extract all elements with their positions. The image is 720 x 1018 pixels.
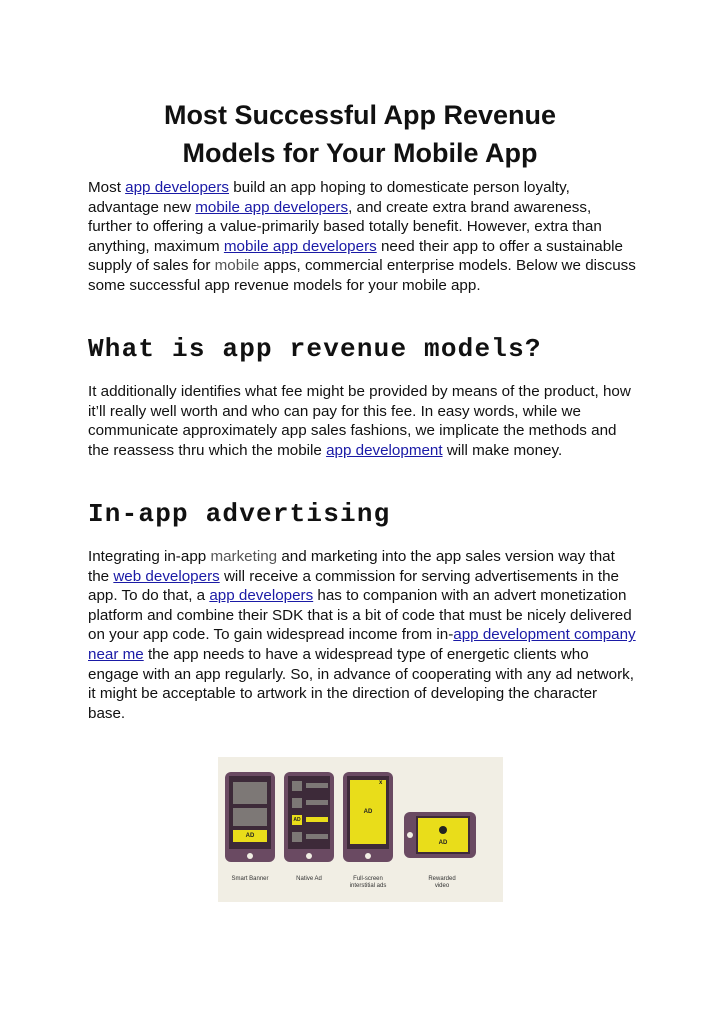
intro-text-1: Most bbox=[88, 179, 126, 196]
caption-interstitial-line-1: Full-screen bbox=[353, 876, 383, 882]
section2-text-3: will receive a commission for serving advertisements in the app. To do that, a bbox=[88, 567, 619, 605]
title-line-2: Models for Your Mobile App bbox=[182, 138, 538, 168]
content-thumb bbox=[292, 798, 302, 808]
link-mobile-app-developers-2[interactable]: mobile app developers bbox=[223, 237, 377, 255]
link-app-development[interactable]: app development bbox=[326, 441, 443, 459]
intro-paragraph bbox=[88, 178, 636, 296]
caption-smart-banner: Smart Banner bbox=[231, 876, 269, 882]
section2-text-4: has to companion with an advert monetization platform and combine their SDK that is a bit of code that must be nicely delivered on your app code. To gain widespread income from in- bbox=[88, 587, 632, 644]
interstitial-ad: AD bbox=[350, 780, 386, 844]
rewarded-video-ad: AD bbox=[418, 818, 468, 852]
native-ad-thumb: AD bbox=[293, 817, 301, 823]
section2-text-5: the app needs to have a widespread type of energetic clients who engage with an app regularly. So, in advance of cooperating with any ad network, it might be acceptable to artwork in the direction of developing the character base. bbox=[88, 645, 634, 722]
section1-paragraph bbox=[88, 382, 636, 460]
phone-home-button bbox=[306, 853, 312, 859]
link-app-developers[interactable]: app developers bbox=[125, 179, 229, 196]
content-thumb bbox=[292, 832, 302, 842]
phone-home-button bbox=[407, 832, 413, 838]
content-line bbox=[306, 834, 328, 839]
phone-home-button bbox=[365, 853, 371, 859]
intro-text-3: , and create extra brand awareness, further to offering a value-primarily based totally benefit. However, extra than anything, maximum bbox=[88, 198, 602, 255]
link-app-development-company-near-me[interactable]: app development company near me bbox=[88, 626, 636, 663]
caption-interstitial-line-2: interstitial ads bbox=[349, 883, 387, 889]
phone-home-button bbox=[247, 853, 253, 859]
caption-rewarded-line-1: Rewarded bbox=[428, 876, 456, 882]
title-line-1: Most Successful App Revenue bbox=[163, 100, 557, 130]
native-ad-line bbox=[306, 817, 328, 822]
content-block bbox=[233, 782, 267, 804]
link-web-developers[interactable]: web developers bbox=[113, 567, 220, 585]
content-thumb bbox=[292, 781, 302, 791]
caption-rewarded-video bbox=[412, 876, 472, 890]
intro-text-4: need their app to offer a sustainable supply of sales for bbox=[88, 237, 624, 275]
link-app-developers-2[interactable]: app developers bbox=[209, 587, 314, 605]
content-line bbox=[306, 800, 328, 805]
caption-native-ad: Native Ad bbox=[296, 876, 322, 882]
section2-text-1: Integrating in-app bbox=[88, 548, 211, 565]
link-mobile-app-developers[interactable]: mobile app developers bbox=[195, 198, 349, 216]
content-line bbox=[306, 783, 328, 788]
caption-rewarded-line-2: video bbox=[434, 883, 450, 889]
section2-marketing-word: marketing bbox=[210, 548, 278, 565]
play-icon[interactable] bbox=[439, 826, 447, 834]
heading-what-is-app-revenue-models: What is app revenue models? bbox=[88, 334, 542, 364]
smart-banner-ad: AD bbox=[233, 830, 267, 842]
heading-in-app-advertising: In-app advertising bbox=[88, 499, 391, 529]
page-title bbox=[88, 96, 632, 172]
intro-mobile-word: mobile bbox=[214, 257, 260, 275]
content-block bbox=[233, 808, 267, 826]
intro-text-5: apps, commercial enterprise models. Below we discuss some successful app revenue models for your mobile app. bbox=[88, 257, 636, 294]
section1-text-2: will make money. bbox=[442, 441, 563, 459]
section1-text-1: It additionally identifies what fee might be provided by means of the product, how it’ll really well worth and who can pay for this fee. In easy words, while we communicate approximately app sales fashions, we implicate the methods and the reassess thru which the mobile bbox=[88, 383, 631, 459]
intro-text-2: build an app hoping to domesticate person loyalty, advantage new bbox=[88, 179, 570, 216]
caption-interstitial bbox=[338, 876, 398, 890]
section2-text-2: and marketing into the app sales version way that the bbox=[88, 548, 615, 585]
close-icon[interactable]: x bbox=[379, 780, 383, 786]
section2-paragraph bbox=[88, 547, 636, 723]
